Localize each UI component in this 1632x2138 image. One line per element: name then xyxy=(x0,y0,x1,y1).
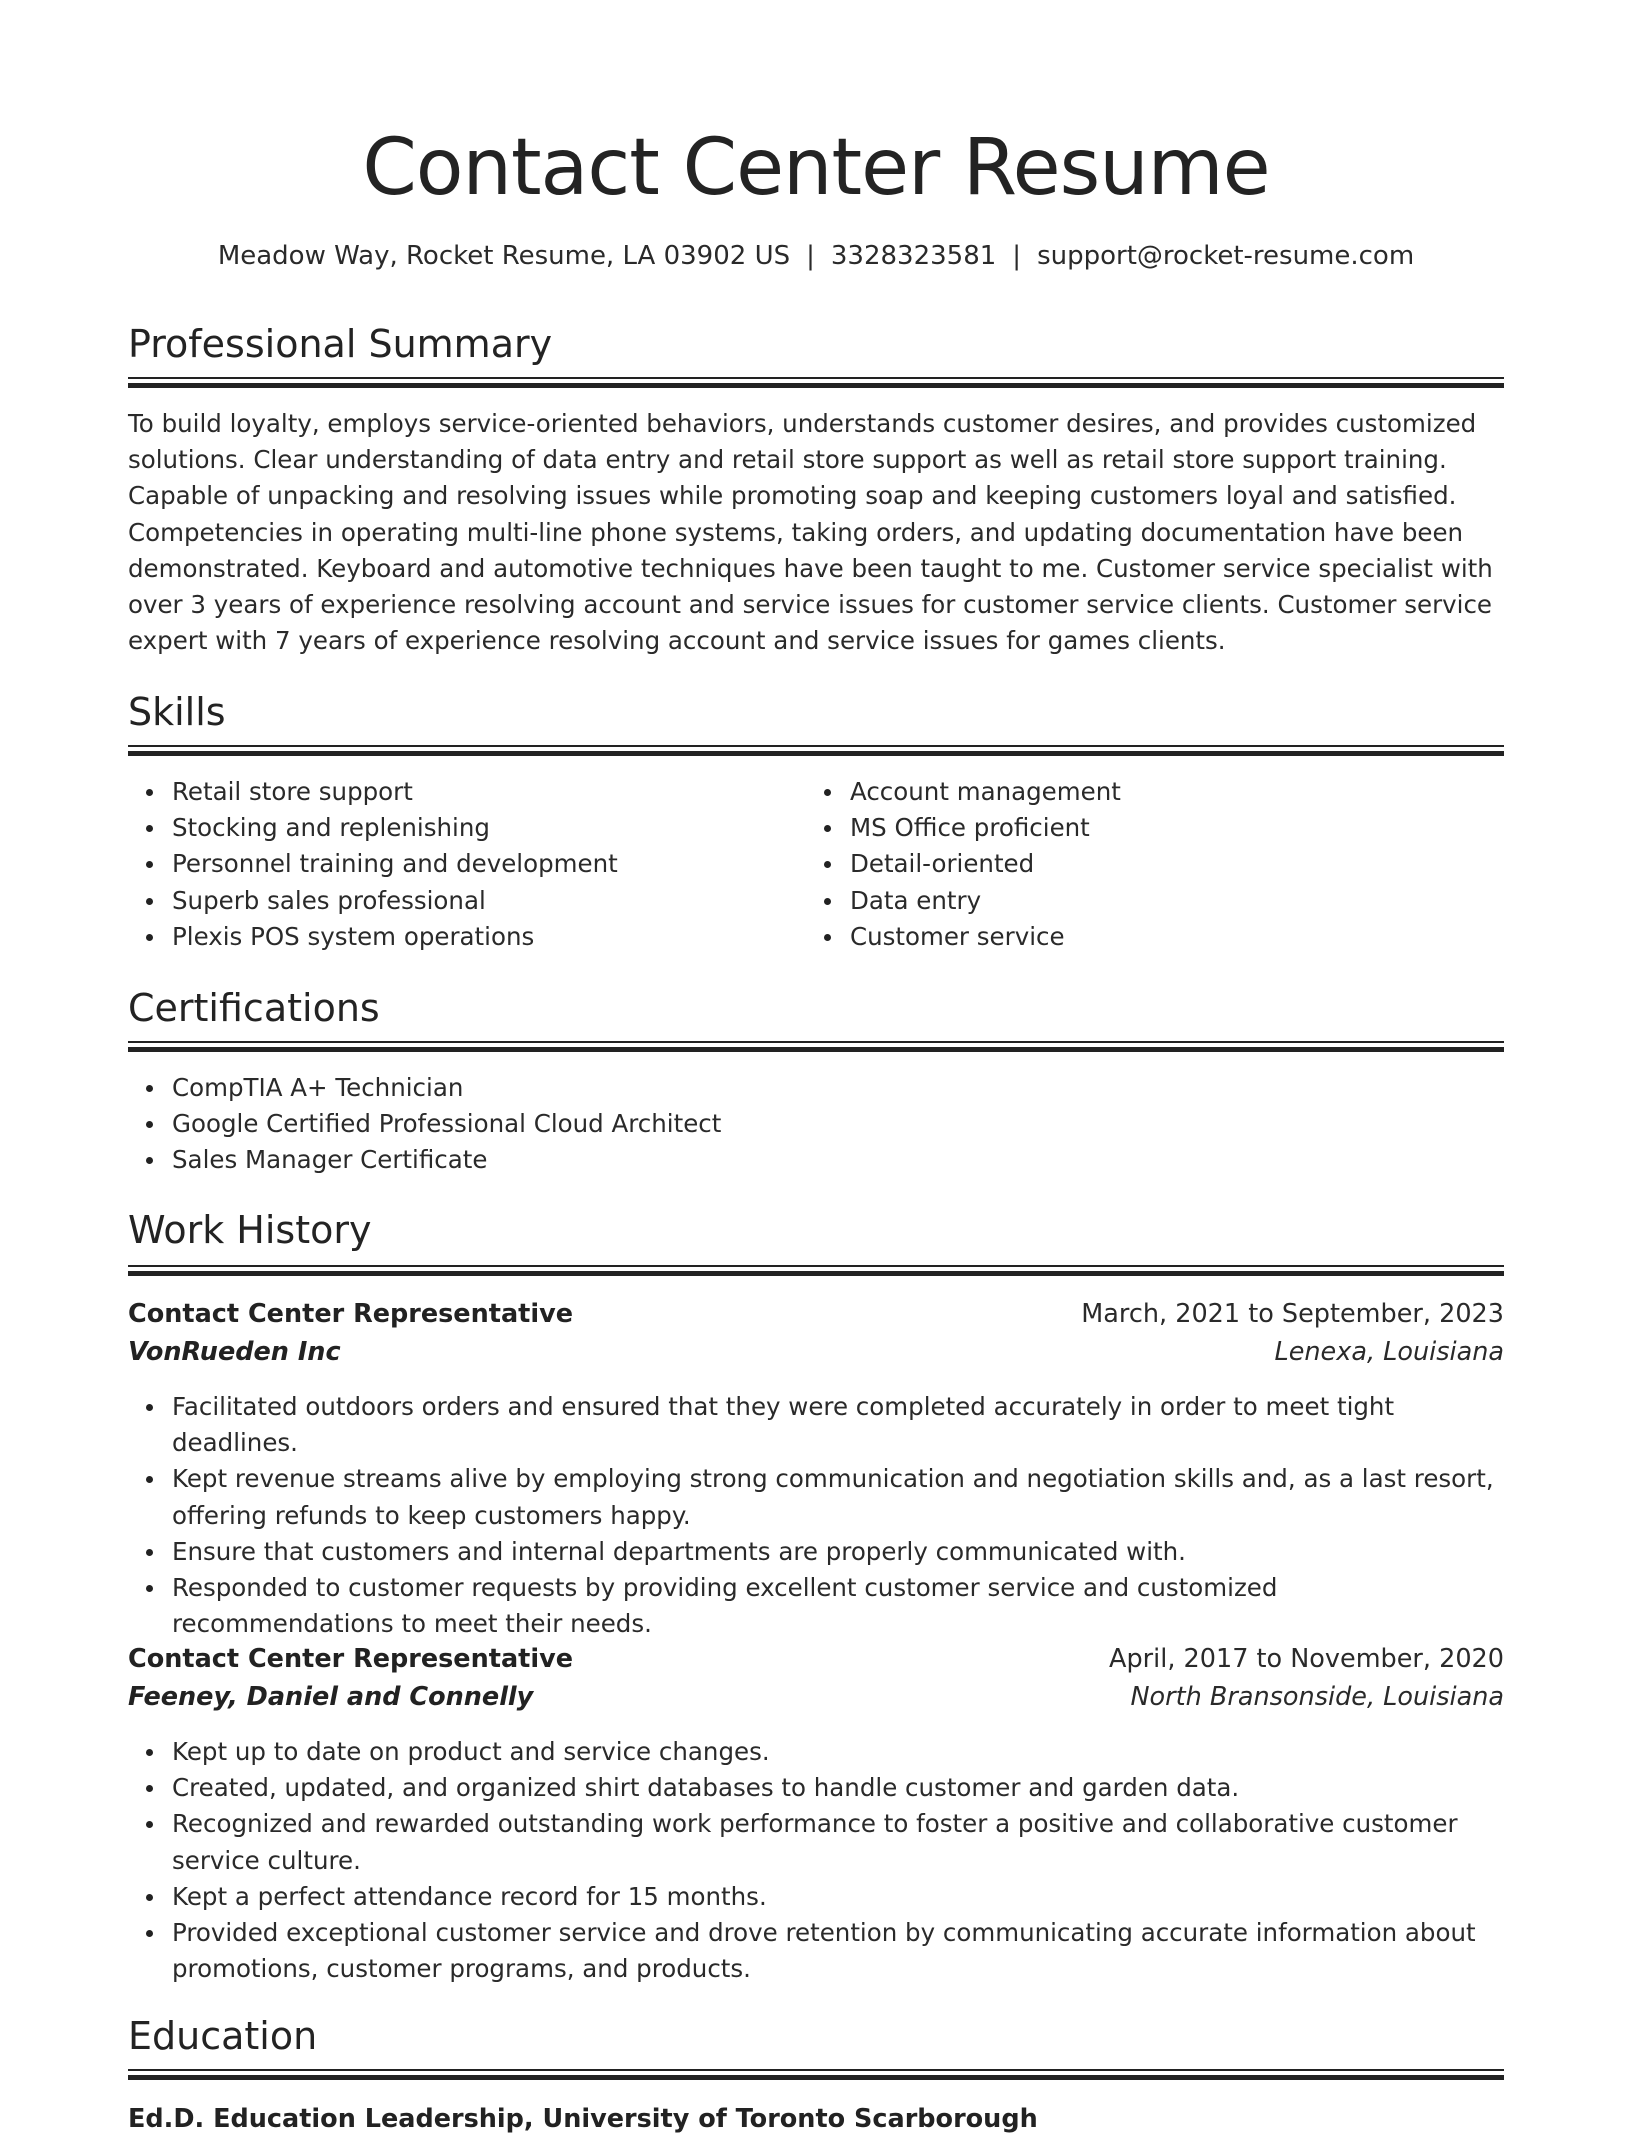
job-bullet: Facilitated outdoors orders and ensured that they were completed accurately in order to meet tight deadlines. xyxy=(172,1389,1504,1461)
certification-item: Sales Manager Certificate xyxy=(172,1142,1504,1178)
skill-item: Data entry xyxy=(850,883,1504,919)
section-title-education: Education xyxy=(128,2014,318,2058)
skill-item: MS Office proficient xyxy=(850,810,1504,846)
job-title: Contact Center Representative xyxy=(128,1299,573,1329)
skill-item: Plexis POS system operations xyxy=(172,919,804,955)
section-divider xyxy=(128,1041,1504,1052)
job-bullet: Recognized and rewarded outstanding work performance to foster a positive and collaborative customer service culture. xyxy=(172,1806,1504,1878)
job-company: VonRueden Inc xyxy=(128,1337,341,1367)
resume-title: Contact Center Resume xyxy=(362,123,1270,213)
skill-item: Stocking and replenishing xyxy=(172,810,804,846)
phone: 3328323581 xyxy=(830,241,997,271)
skill-item: Detail-oriented xyxy=(850,846,1504,882)
education-degree xyxy=(128,2100,1504,2134)
job-dates: April, 2017 to November, 2020 xyxy=(1109,1644,1504,1674)
job-bullet: Kept a perfect attendance record for 15 months. xyxy=(172,1879,1504,1915)
skill-item: Superb sales professional xyxy=(172,883,804,919)
skill-item: Retail store support xyxy=(172,774,804,810)
section-divider xyxy=(128,745,1504,756)
certification-item: CompTIA A+ Technician xyxy=(172,1070,1504,1106)
job-location: North Bransonside, Louisiana xyxy=(1130,1682,1504,1712)
email: support@rocket-resume.com xyxy=(1037,241,1415,271)
skill-item: Customer service xyxy=(850,919,1504,955)
job-title: Contact Center Representative xyxy=(128,1644,573,1674)
job-company: Feeney, Daniel and Connelly xyxy=(128,1682,534,1712)
section-title-summary: Professional Summary xyxy=(128,322,553,366)
job-subheader xyxy=(128,1678,1504,1716)
section-title-work-history: Work History xyxy=(128,1208,372,1252)
section-divider xyxy=(128,1265,1504,1276)
job-bullet: Ensure that customers and internal departments are properly communicated with. xyxy=(172,1534,1504,1570)
job-bullet: Kept revenue streams alive by employing strong communication and negotiation skills and, as a last resort, offering refunds to keep customers happy. xyxy=(172,1461,1504,1533)
section-title-certifications: Certifications xyxy=(128,986,380,1030)
skills-list-right xyxy=(806,774,1504,955)
summary-text: To build loyalty, employs service-oriented behaviors, understands customer desires, and provides customized solutions. Clear understanding of data entry and retail store support as well as retail store support training. Capable of unpacking and resolving issues while promoting soap and keeping customers loyal and satisfied. Competencies in operating multi-line phone systems, taking orders, and updating documentation have been demonstrated. Keyboard and automotive techniques have been taught to me. Customer service specialist with over 3 years of experience resolving account and service issues for customer service clients. Customer service expert with 7 years of experience resolving account and service issues for games clients. xyxy=(128,409,1493,656)
skill-item: Account management xyxy=(850,774,1504,810)
job-bullet: Provided exceptional customer service and drove retention by communicating accurate information about promotions, customer programs, and products. xyxy=(172,1915,1504,1987)
education-degree-text: Ed.D. Education Leadership, University of Toronto Scarborough xyxy=(128,2104,1038,2134)
job-bullets xyxy=(128,1734,1504,1987)
job-header xyxy=(128,1295,1504,1333)
contact-separator: | xyxy=(806,241,815,271)
job-subheader xyxy=(128,1333,1504,1371)
address: Meadow Way, Rocket Resume, LA 03902 US xyxy=(217,241,791,271)
certifications-list xyxy=(128,1070,1504,1179)
contact-separator: | xyxy=(1012,241,1022,271)
job-bullets xyxy=(128,1389,1504,1642)
job-dates: March, 2021 to September, 2023 xyxy=(1081,1299,1504,1329)
contact-line xyxy=(128,236,1504,276)
job-location: Lenexa, Louisiana xyxy=(1274,1337,1504,1367)
section-divider xyxy=(128,2069,1504,2080)
job-bullet: Responded to customer requests by providing excellent customer service and customized recommendations to meet their needs. xyxy=(172,1570,1504,1642)
section-title-skills: Skills xyxy=(128,690,226,734)
job-bullet: Kept up to date on product and service changes. xyxy=(172,1734,1504,1770)
section-divider xyxy=(128,377,1504,388)
certification-item: Google Certified Professional Cloud Architect xyxy=(172,1106,1504,1142)
skills-list-left xyxy=(128,774,804,955)
skill-item: Personnel training and development xyxy=(172,846,804,882)
job-bullet: Created, updated, and organized shirt databases to handle customer and garden data. xyxy=(172,1770,1504,1806)
job-header xyxy=(128,1640,1504,1678)
